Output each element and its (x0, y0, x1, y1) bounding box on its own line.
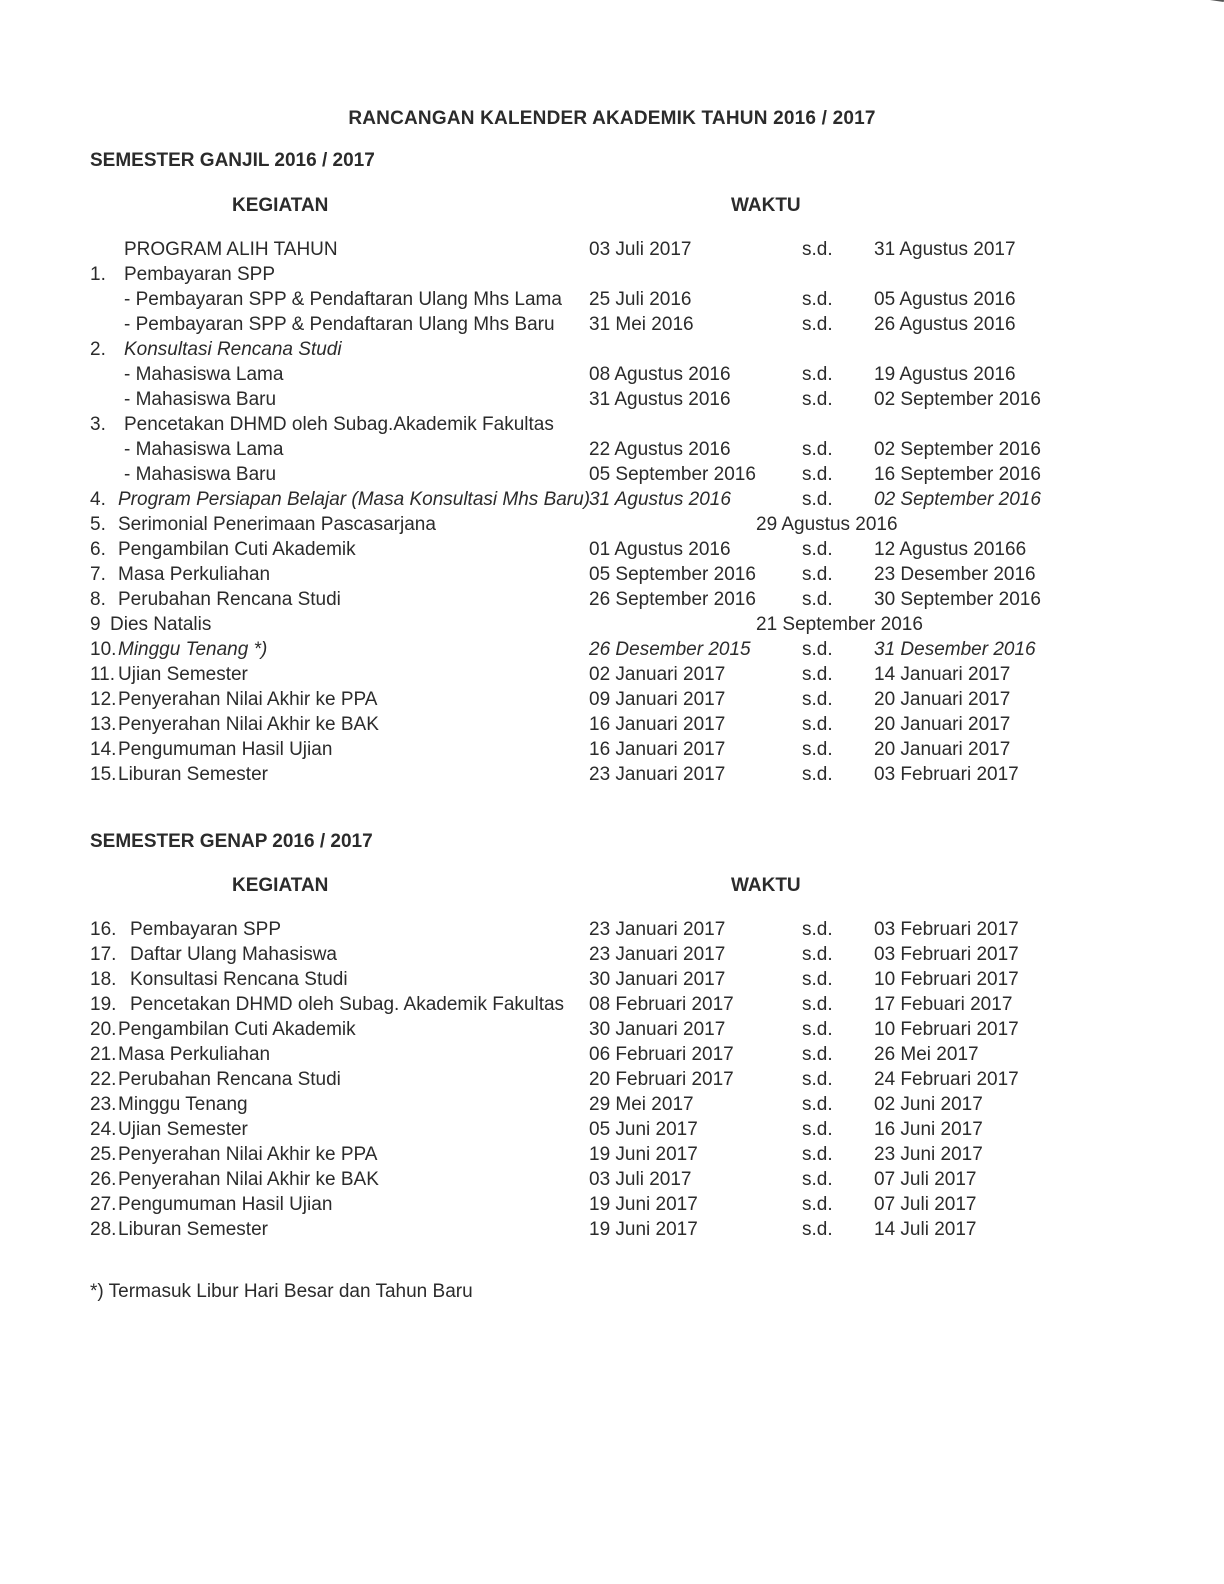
activity-label: Liburan Semester (118, 1219, 268, 1240)
activity-label: - Pembayaran SPP & Pendaftaran Ulang Mhs Baru (124, 314, 555, 335)
date-from: 30 Januari 2017 (589, 1019, 726, 1040)
table-row (0, 387, 1224, 412)
row-number: 2. (90, 339, 106, 360)
date-to: 10 Februari 2017 (874, 1019, 1019, 1040)
table-row (0, 1117, 1224, 1142)
activity-label: Pengambilan Cuti Akademik (118, 539, 356, 560)
activity-label: Pencetakan DHMD oleh Subag.Akademik Fakultas (124, 414, 554, 435)
date-from: 08 Februari 2017 (589, 994, 734, 1015)
activity-label: PROGRAM ALIH TAHUN (124, 239, 338, 260)
row-number: 25. (90, 1144, 117, 1165)
scan-edge-mark (1208, 0, 1224, 12)
activity-label: Penyerahan Nilai Akhir ke BAK (118, 714, 379, 735)
date-separator: s.d. (802, 489, 833, 510)
date-from: 31 Mei 2016 (589, 314, 694, 335)
date-to: 02 September 2016 (874, 489, 1041, 510)
date-separator: s.d. (802, 439, 833, 460)
table-row (0, 587, 1224, 612)
date-from: 20 Februari 2017 (589, 1069, 734, 1090)
date-to: 23 Juni 2017 (874, 1144, 983, 1165)
column-header-kegiatan: KEGIATAN (232, 195, 329, 216)
row-number: 5. (90, 514, 106, 535)
activity-label: Konsultasi Rencana Studi (124, 339, 342, 360)
row-number: 28. (90, 1219, 117, 1240)
date-to: 14 Juli 2017 (874, 1219, 977, 1240)
activity-label: - Mahasiswa Lama (124, 439, 284, 460)
date-separator: s.d. (802, 994, 833, 1015)
date-from: 05 September 2016 (589, 464, 756, 485)
date-to: 30 September 2016 (874, 589, 1041, 610)
row-number: 20. (90, 1019, 117, 1040)
activity-label: Konsultasi Rencana Studi (130, 969, 348, 990)
date-separator: s.d. (802, 639, 833, 660)
activity-label: Perubahan Rencana Studi (118, 589, 341, 610)
row-number: 1. (90, 264, 106, 285)
date-separator: s.d. (802, 969, 833, 990)
date-from: 08 Agustus 2016 (589, 364, 731, 385)
activity-label: - Pembayaran SPP & Pendaftaran Ulang Mhs Lama (124, 289, 562, 310)
row-number: 19. (90, 994, 117, 1015)
date-to: 31 Agustus 2017 (874, 239, 1016, 260)
date-from: 09 Januari 2017 (589, 689, 726, 710)
footnote: *) Termasuk Libur Hari Besar dan Tahun Baru (90, 1281, 473, 1302)
date-separator: s.d. (802, 1144, 833, 1165)
table-row (0, 1017, 1224, 1042)
activity-label: Pembayaran SPP (130, 919, 282, 940)
table-row (0, 662, 1224, 687)
table-row (0, 1142, 1224, 1167)
date-to: 26 Agustus 2016 (874, 314, 1016, 335)
activity-label: Penyerahan Nilai Akhir ke PPA (118, 689, 378, 710)
date-separator: s.d. (802, 664, 833, 685)
column-header-waktu: WAKTU (731, 195, 801, 216)
date-to: 02 September 2016 (874, 439, 1041, 460)
table-row (0, 1167, 1224, 1192)
table-genap (0, 917, 1224, 1242)
date-separator: s.d. (802, 1169, 833, 1190)
activity-label: Pencetakan DHMD oleh Subag. Akademik Fakultas (130, 994, 565, 1015)
activity-label: Dies Natalis (110, 614, 212, 635)
table-row (0, 1067, 1224, 1092)
date-from: 06 Februari 2017 (589, 1044, 734, 1065)
date-to: 16 Juni 2017 (874, 1119, 983, 1140)
activity-label: Daftar Ulang Mahasiswa (130, 944, 337, 965)
table-row (0, 1217, 1224, 1242)
row-number: 13. (90, 714, 117, 735)
table-row (0, 687, 1224, 712)
date-separator: s.d. (802, 239, 833, 260)
row-number: 24. (90, 1119, 117, 1140)
date-separator: s.d. (802, 539, 833, 560)
row-number: 15. (90, 764, 117, 785)
table-row (0, 942, 1224, 967)
row-number: 9 (90, 614, 101, 635)
date-separator: s.d. (802, 289, 833, 310)
date-from: 30 Januari 2017 (589, 969, 726, 990)
date-from: 02 Januari 2017 (589, 664, 726, 685)
table-row (0, 1192, 1224, 1217)
row-number: 7. (90, 564, 106, 585)
table-row (0, 537, 1224, 562)
date-to: 24 Februari 2017 (874, 1069, 1019, 1090)
date-separator: s.d. (802, 1219, 833, 1240)
table-row (0, 362, 1224, 387)
date-to: 05 Agustus 2016 (874, 289, 1016, 310)
activity-label: - Mahasiswa Baru (124, 389, 277, 410)
table-row (0, 712, 1224, 737)
activity-label: - Mahasiswa Baru (124, 464, 277, 485)
table-row (0, 637, 1224, 662)
row-number: 16. (90, 919, 117, 940)
date-to: 03 Februari 2017 (874, 919, 1019, 940)
date-to: 07 Juli 2017 (874, 1169, 977, 1190)
table-row (0, 1042, 1224, 1067)
date-separator: s.d. (802, 1044, 833, 1065)
table-row (0, 462, 1224, 487)
row-number: 26. (90, 1169, 117, 1190)
table-row (0, 437, 1224, 462)
date-from: 23 Januari 2017 (589, 919, 726, 940)
document-title: RANCANGAN KALENDER AKADEMIK TAHUN 2016 / 2017 (348, 108, 876, 129)
date-to: 02 September 2016 (874, 389, 1041, 410)
table-row (0, 762, 1224, 787)
row-number: 21. (90, 1044, 117, 1065)
date-separator: s.d. (802, 1069, 833, 1090)
date-from: 26 September 2016 (589, 589, 756, 610)
date-from: 22 Agustus 2016 (589, 439, 731, 460)
table-row (0, 237, 1224, 262)
section-title-genap: SEMESTER GENAP 2016 / 2017 (90, 831, 373, 852)
date-from: 16 Januari 2017 (589, 739, 726, 760)
date-from: 19 Juni 2017 (589, 1219, 698, 1240)
date-separator: s.d. (802, 919, 833, 940)
activity-label: Minggu Tenang *) (118, 639, 268, 660)
date-to: 03 Februari 2017 (874, 764, 1019, 785)
date-to: 20 Januari 2017 (874, 739, 1011, 760)
date-separator: s.d. (802, 589, 833, 610)
row-number: 8. (90, 589, 106, 610)
date-separator: s.d. (802, 1119, 833, 1140)
activity-label: Serimonial Penerimaan Pascasarjana (118, 514, 436, 535)
date-to: 23 Desember 2016 (874, 564, 1036, 585)
date-separator: s.d. (802, 1194, 833, 1215)
activity-label: Penyerahan Nilai Akhir ke BAK (118, 1169, 379, 1190)
date-from: 31 Agustus 2016 (589, 489, 731, 510)
table-row (0, 562, 1224, 587)
date-separator: s.d. (802, 944, 833, 965)
date-to: 16 September 2016 (874, 464, 1041, 485)
date-separator: s.d. (802, 314, 833, 335)
activity-label: Perubahan Rencana Studi (118, 1069, 341, 1090)
date-to: 31 Desember 2016 (874, 639, 1036, 660)
date-from: 31 Agustus 2016 (589, 389, 731, 410)
row-number: 10. (90, 639, 117, 660)
date-from: 29 Mei 2017 (589, 1094, 694, 1115)
date-separator: s.d. (802, 564, 833, 585)
table-row (0, 612, 1224, 637)
activity-label: Minggu Tenang (118, 1094, 248, 1115)
activity-label: Penyerahan Nilai Akhir ke PPA (118, 1144, 378, 1165)
activity-label: Liburan Semester (118, 764, 268, 785)
date-to: 26 Mei 2017 (874, 1044, 979, 1065)
date-from: 05 September 2016 (589, 564, 756, 585)
table-row (0, 487, 1224, 512)
date-from: 19 Juni 2017 (589, 1144, 698, 1165)
row-number: 18. (90, 969, 117, 990)
date-separator: s.d. (802, 739, 833, 760)
date-separator: s.d. (802, 1019, 833, 1040)
date-separator: s.d. (802, 389, 833, 410)
table-row (0, 737, 1224, 762)
table-row (0, 312, 1224, 337)
date-from: 23 Januari 2017 (589, 944, 726, 965)
date-to: 17 Febuari 2017 (874, 994, 1013, 1015)
table-row (0, 337, 1224, 362)
activity-label: Program Persiapan Belajar (Masa Konsultasi Mhs Baru) (118, 489, 591, 510)
column-header-kegiatan: KEGIATAN (232, 875, 329, 896)
date-separator: s.d. (802, 364, 833, 385)
date-to: 02 Juni 2017 (874, 1094, 983, 1115)
date-from: 23 Januari 2017 (589, 764, 726, 785)
date-from: 05 Juni 2017 (589, 1119, 698, 1140)
date-separator: s.d. (802, 464, 833, 485)
activity-label: Masa Perkuliahan (118, 1044, 271, 1065)
date-to: 10 Februari 2017 (874, 969, 1019, 990)
row-number: 22. (90, 1069, 117, 1090)
row-number: 14. (90, 739, 117, 760)
date-single: 21 September 2016 (756, 614, 923, 635)
date-to: 12 Agustus 20166 (874, 539, 1027, 560)
table-row (0, 967, 1224, 992)
date-to: 19 Agustus 2016 (874, 364, 1016, 385)
date-to: 03 Februari 2017 (874, 944, 1019, 965)
activity-label: Pengambilan Cuti Akademik (118, 1019, 356, 1040)
activity-label: Ujian Semester (118, 1119, 248, 1140)
table-ganjil (0, 237, 1224, 787)
activity-label: Pengumuman Hasil Ujian (118, 1194, 333, 1215)
date-from: 26 Desember 2015 (589, 639, 751, 660)
section-title-ganjil: SEMESTER GANJIL 2016 / 2017 (90, 150, 375, 171)
table-row (0, 992, 1224, 1017)
row-number: 6. (90, 539, 106, 560)
row-number: 23. (90, 1094, 117, 1115)
date-from: 01 Agustus 2016 (589, 539, 731, 560)
date-to: 20 Januari 2017 (874, 714, 1011, 735)
activity-label: - Mahasiswa Lama (124, 364, 284, 385)
activity-label: Masa Perkuliahan (118, 564, 271, 585)
row-number: 12. (90, 689, 117, 710)
row-number: 11. (90, 664, 116, 685)
date-to: 20 Januari 2017 (874, 689, 1011, 710)
date-from: 16 Januari 2017 (589, 714, 726, 735)
date-to: 14 Januari 2017 (874, 664, 1011, 685)
date-from: 03 Juli 2017 (589, 239, 692, 260)
table-row (0, 412, 1224, 437)
date-separator: s.d. (802, 1094, 833, 1115)
date-separator: s.d. (802, 689, 833, 710)
table-row (0, 917, 1224, 942)
table-row (0, 262, 1224, 287)
row-number: 3. (90, 414, 106, 435)
activity-label: Ujian Semester (118, 664, 248, 685)
date-from: 19 Juni 2017 (589, 1194, 698, 1215)
date-from: 25 Juli 2016 (589, 289, 692, 310)
date-to: 07 Juli 2017 (874, 1194, 977, 1215)
row-number: 17. (90, 944, 117, 965)
date-single: 29 Agustus 2016 (756, 514, 898, 535)
activity-label: Pembayaran SPP (124, 264, 276, 285)
activity-label: Pengumuman Hasil Ujian (118, 739, 333, 760)
row-number: 27. (90, 1194, 117, 1215)
date-separator: s.d. (802, 764, 833, 785)
column-header-waktu: WAKTU (731, 875, 801, 896)
date-separator: s.d. (802, 714, 833, 735)
table-row (0, 512, 1224, 537)
date-from: 03 Juli 2017 (589, 1169, 692, 1190)
table-row (0, 287, 1224, 312)
row-number: 4. (90, 489, 106, 510)
table-row (0, 1092, 1224, 1117)
